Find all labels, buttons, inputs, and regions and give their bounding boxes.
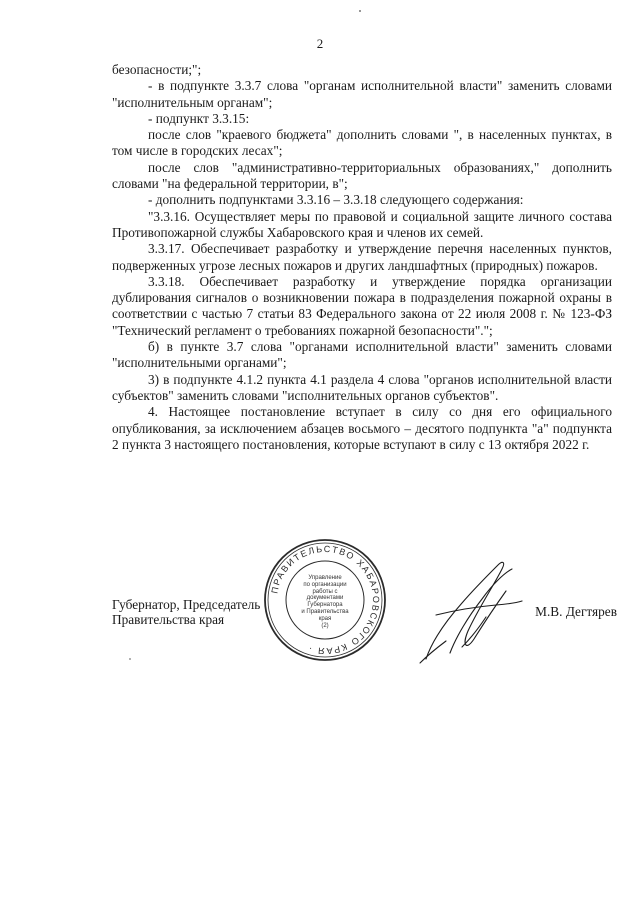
seal-inner-text: Управление по организации работы с документами Губернатора и Правительства края (2) [301,575,349,629]
paragraph: 3.3.18. Обеспечивает разработку и утверждение порядка организации дублирования сигналов о возникновении пожара в подразделения пожарной охраны в соответствии с частью 7 статьи 83 Федерального закона от 22 июля 2008 г. № 123-ФЗ "Технический регламент о требованиях пожарной безопасности"."; [112,273,612,338]
signatory-title [112,597,260,627]
paragraph: после слов "краевого бюджета" дополнить словами ", в населенных пунктах, в том числе в городских лесах"; [112,127,612,159]
scan-speck [359,10,361,12]
document-body [112,62,612,453]
paragraph: - подпункт 3.3.15: [148,110,250,126]
paragraph: 3.3.17. Обеспечивает разработку и утверждение перечня населенных пунктов, подверженных угрозе лесных пожаров и других ландшафтных (природных) пожаров. [112,241,612,273]
paragraph: - дополнить подпунктами 3.3.16 – 3.3.18 следующего содержания: [148,192,524,208]
paragraph: - в подпункте 3.3.7 слова "органам исполнительной власти" заменить словами "исполнительным органам"; [112,78,612,110]
svg-text:ПРАВИТЕЛЬСТВО ХАБАРОВСКОГО КРА: ПРАВИТЕЛЬСТВО ХАБАРОВСКОГО КРАЯ · [269,543,382,657]
paragraph: безопасности;"; [112,62,202,77]
paragraph: б) в пункте 3.7 слова "органами исполнительной власти" заменить словами "исполнительными органами"; [112,339,612,371]
paragraph: 4. Настоящее постановление вступает в силу со дня его официального опубликования, за исключением абзацев восьмого – десятого подпункта "а" подпункта 2 пункта 3 настоящего постановления, которые вступают в силу с 13 октября 2022 г. [112,404,612,452]
signatory-title-line: Правительства края [112,612,225,627]
scan-speck [129,658,131,660]
paragraph: "3.3.16. Осуществляет меры по правовой и социальной защите личного состава Противопожарной службы Хабаровского края и членов их семей. [112,208,612,240]
page-number: 2 [316,36,324,51]
handwritten-signature [412,555,527,665]
paragraph: после слов "административно-территориальных образованиях," дополнить словами "на федеральной территории, в"; [112,159,612,192]
signatory-name: М.В. Дегтярев [535,604,617,619]
paragraph: 3) в подпункте 4.1.2 пункта 4.1 раздела 4 слова "органов исполнительной власти субъектов" заменить словами "исполнительных органов субъектов". [112,371,612,403]
signatory-title-line: Губернатор, Председатель [112,597,261,612]
